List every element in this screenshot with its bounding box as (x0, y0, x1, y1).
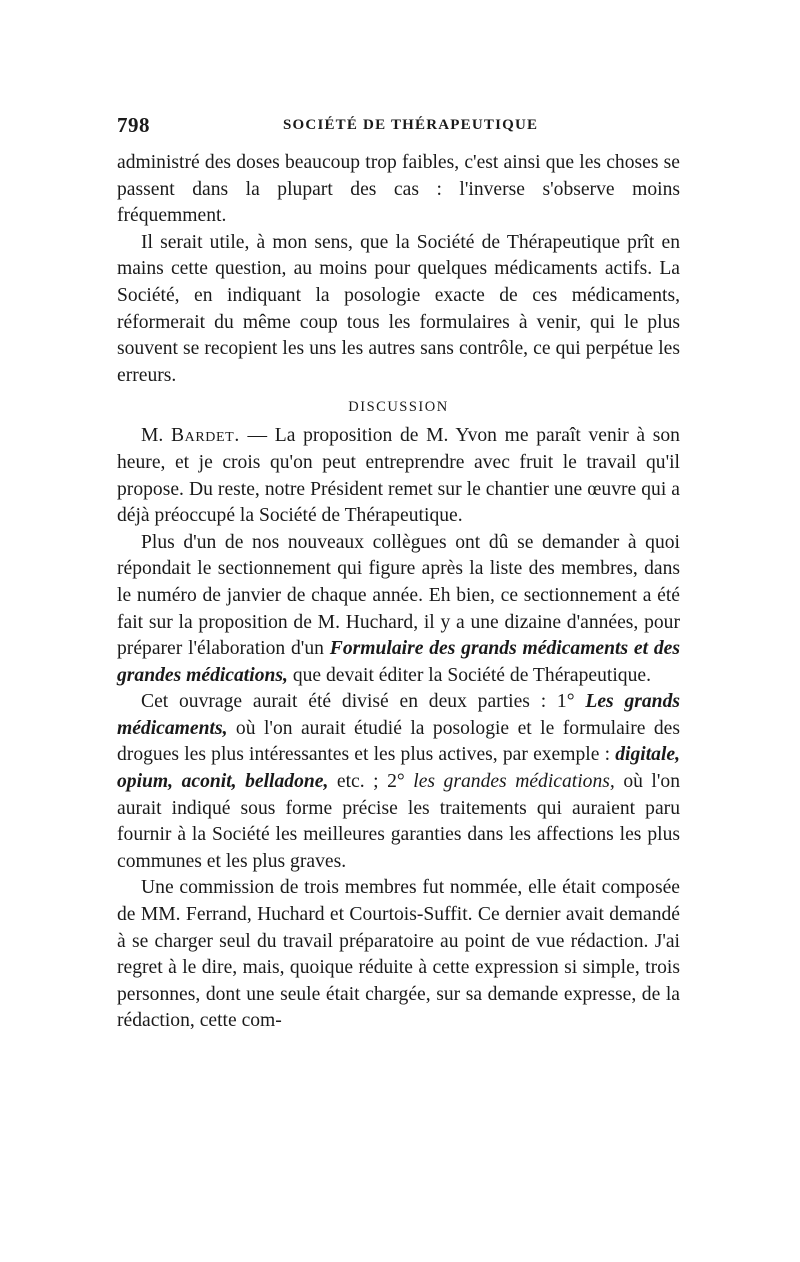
paragraph-continued: administré des doses beaucoup trop faibles, c'est ainsi que les choses se passent dans la plupart des cas : l'inverse s'observe moins fréquemment. (117, 152, 680, 227)
speaker-name: Bardet. (170, 425, 240, 447)
paragraph: Il serait utile, à mon sens, que la Société de Thérapeutique prît en mains cette question, au moins pour quelques médicaments actifs. La Société, en indiquant la posologie exacte de ces médicaments, réformerait du même coup tous les formulaires à venir, qui le plus souvent se recopient les uns les autres sans contrôle, ce qui perpétue les erreurs. (117, 231, 680, 386)
discussion-paragraph (117, 423, 680, 529)
paragraph-text: où l'on aurait indiqué sous forme précise les traitements qui auraient paru fournir à la Société les meilleures garanties dans les affections les plus communes et les plus graves. (117, 771, 680, 872)
speaker-prefix: M. (141, 425, 171, 447)
page-number: 798 (117, 113, 150, 137)
paragraph-text: etc. ; 2° (328, 771, 414, 793)
work-title: Formulaire des grands médicaments et des grandes médications, (117, 638, 681, 686)
paragraph-text: Cet ouvrage aurait été divisé en deux parties : 1° (141, 691, 586, 713)
paragraph-text: Plus d'un de nos nouveaux collègues ont dû se demander à quoi répondait le sectionnement qui figure après la liste des membres, dans le numéro de janvier de chaque année. Eh bien, ce sectionnement a été fait sur la proposition de M. Huchard, il y a une dizaine d'années, pour préparer l'élaboration d'un (117, 531, 680, 660)
drug-examples: digitale, opium, aconit, belladone, (117, 744, 680, 793)
part-one-title: Les grands médicaments, (117, 691, 680, 739)
discussion-paragraph (117, 530, 680, 690)
discussion-paragraph: Une commission de trois membres fut nommée, elle était composée de MM. Ferrand, Huchard et Courtois-Suffit. Ce dernier avait demandé à se charger seul du travail préparatoire au point de vue rédaction. J'ai regret à le dire, mais, quoique réduite à cette expression si simple, trois personnes, dont une seule était chargée, sur sa demande expresse, de la rédaction, cette com- (117, 877, 680, 1032)
paragraph-text: que devait éditer la Société de Thérapeutique. (287, 664, 651, 686)
part-two-title: les grandes médications, (413, 771, 615, 793)
discussion-paragraph (117, 689, 680, 875)
body-text (117, 150, 680, 1035)
section-heading: DISCUSSION (348, 399, 449, 416)
paragraph-text: où l'on aurait étudié la posologie et le formulaire des drogues les plus intéressantes et les plus actives, par exemple : (117, 717, 680, 766)
running-title: SOCIÉTÉ DE THÉRAPEUTIQUE (283, 117, 539, 133)
paragraph-text: — La proposition de M. Yvon me paraît venir à son heure, et je crois qu'on peut entreprendre avec fruit le travail qu'il propose. Du reste, notre Président remet sur le chantier une œuvre qui a déjà préoccupé la Société de Thérapeutique. (117, 425, 680, 527)
page-header (117, 113, 687, 143)
